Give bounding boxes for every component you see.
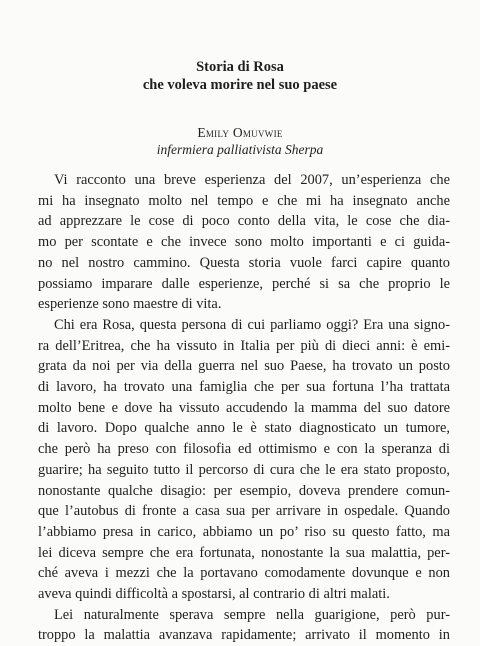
- chapter-title: [0, 58, 480, 94]
- text-line: che però ha preso con filosofia ed ottimismo e con la speranza di: [38, 441, 450, 458]
- title-line-2: che voleva morire nel suo paese: [142, 77, 338, 93]
- text-line: Vi racconto una breve esperienza del 2007, un’esperienza che: [54, 172, 450, 188]
- text-line: mo per scontate e che invece sono molto importanti e ci guida-: [38, 234, 450, 251]
- text-line: no nel nostro cammino. Questa storia vuole farci capire quanto: [38, 254, 450, 271]
- body-text: [38, 170, 450, 646]
- text-line: Chi era Rosa, questa persona di cui parliamo oggi? Era una signo-: [54, 316, 450, 333]
- text-line: que l’autobus di fronte a casa sua per arrivare in ospedale. Quando: [38, 503, 450, 520]
- text-line: esperienze sono maestre di vita.: [38, 296, 222, 313]
- paragraph: [38, 170, 450, 315]
- text-line: ra dell’Eritrea, che ha vissuto in Italia per più di dieci anni: è emi-: [38, 337, 450, 354]
- paragraph: [38, 315, 450, 605]
- text-line: troppo la malattia avanzava rapidamente; arrivato il momento in: [38, 627, 450, 644]
- text-line: guarire; ha seguito tutto il percorso di cura che le era stato proposto,: [38, 461, 450, 478]
- text-line: grata da noi per via della guerra nel suo Paese, ha trovato un posto: [38, 358, 450, 375]
- text-line: lei diceva sempre che era fortunata, nonostante la sua malattia, per-: [38, 544, 450, 561]
- text-line: Lei naturalmente sperava sempre nella guarigione, però pur-: [54, 606, 450, 623]
- text-line: nonostante qualche disagio: per esempio, doveva prendere comun-: [38, 482, 450, 499]
- author-role: infermiera palliativista Sherpa: [156, 142, 324, 157]
- paragraph: [38, 605, 450, 646]
- text-line: molto bene e dove ha vissuto accudendo la mamma del suo datore: [38, 399, 450, 416]
- text-line: ché aveva i mezzi che la portavano comodamente dovunque e non: [38, 565, 450, 582]
- author-name: Emily Omuvwie: [197, 125, 283, 140]
- text-line: di lavoro. Dopo qualche anno le è stato diagnosticato un tumore,: [38, 420, 450, 437]
- text-line: aveva quindi difficoltà a spostarsi, al contrario di altri malati.: [38, 586, 390, 603]
- author-block: [0, 124, 480, 158]
- text-line: mi ha insegnato molto nel tempo e che mi ha insegnato anche: [38, 192, 450, 209]
- title-line-1: Storia di Rosa: [196, 59, 284, 75]
- text-line: ad apprezzare le cose di poco conto della vita, le cose che dia-: [38, 213, 450, 230]
- text-line: di lavoro, ha trovato una famiglia che per sua fortuna l’ha trattata: [38, 379, 450, 396]
- text-line: l’abbiamo presa in carico, abbiamo un po’ riso su questo fatto, ma: [38, 523, 450, 540]
- text-line: possiamo imparare dalle esperienze, perché si sa che proprio le: [38, 275, 450, 292]
